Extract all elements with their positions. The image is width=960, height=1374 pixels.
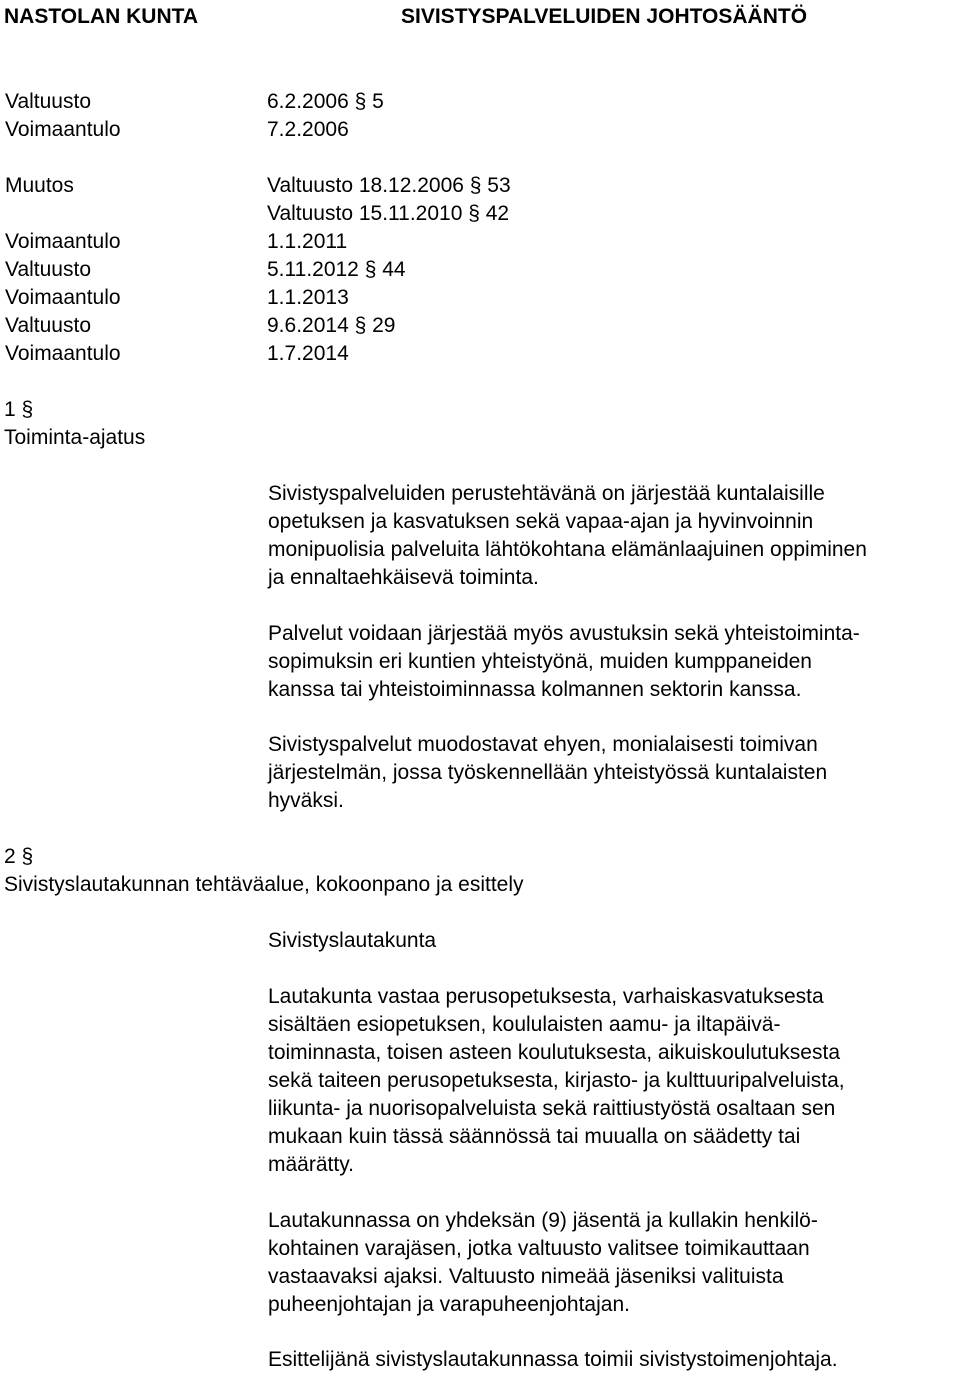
history-label: Voimaantulo bbox=[5, 342, 121, 365]
text-line: Sivistyspalvelut muodostavat ehyen, monialaisesti toimivan bbox=[268, 733, 818, 756]
text-line: Sivistyspalveluiden perustehtävänä on järjestää kuntalaisille bbox=[268, 482, 825, 505]
history-label: Voimaantulo bbox=[5, 230, 121, 253]
history-value: 7.2.2006 bbox=[267, 118, 349, 141]
text-line: opetuksen ja kasvatuksen sekä vapaa-ajan ja hyvinvoinnin bbox=[268, 510, 814, 533]
text-line: Lautakunta vastaa perusopetuksesta, varhaiskasvatuksesta bbox=[268, 985, 824, 1008]
section-2-heading bbox=[4, 843, 524, 899]
text-line: Esittelijänä sivistyslautakunnassa toimii sivistystoimenjohtaja. bbox=[268, 1348, 838, 1371]
text-line: puheenjohtajan ja varapuheenjohtajan. bbox=[268, 1293, 630, 1316]
text-line: hyväksi. bbox=[268, 789, 344, 812]
text-line: Sivistyslautakunta bbox=[268, 929, 437, 952]
paragraph bbox=[268, 983, 958, 1179]
paragraph bbox=[268, 1207, 958, 1319]
history-label: Valtuusto bbox=[5, 314, 91, 337]
paragraph bbox=[268, 1346, 958, 1374]
section-title: Toiminta-ajatus bbox=[4, 426, 146, 449]
section-number: 2 § bbox=[4, 845, 34, 868]
text-line: liikunta- ja nuorisopalveluista sekä raittiustyöstä osaltaan sen bbox=[268, 1097, 836, 1120]
document-title: SIVISTYSPALVELUIDEN JOHTOSÄÄNTÖ bbox=[401, 5, 808, 28]
text-line: sopimuksin eri kuntien yhteistyönä, muiden kumppaneiden bbox=[268, 650, 812, 673]
history-value: Valtuusto 15.11.2010 § 42 bbox=[267, 202, 510, 225]
text-line: mukaan kuin tässä säännössä tai muualla on säädetty tai bbox=[268, 1125, 801, 1148]
text-line: Palvelut voidaan järjestää myös avustuksin sekä yhteistoiminta- bbox=[268, 622, 860, 645]
text-line: kanssa tai yhteistoiminnassa kolmannen sektorin kanssa. bbox=[268, 678, 802, 701]
history-value: 1.1.2011 bbox=[267, 230, 348, 253]
subheading bbox=[268, 927, 958, 955]
section-1-heading bbox=[4, 396, 145, 452]
paragraph bbox=[268, 620, 958, 704]
history-label: Valtuusto bbox=[5, 90, 91, 113]
text-line: kohtainen varajäsen, jotka valtuusto valitsee toimikauttaan bbox=[268, 1237, 810, 1260]
section-title: Sivistyslautakunnan tehtäväalue, kokoonpano ja esittely bbox=[4, 873, 524, 896]
text-line: monipuolisia palveluita lähtökohtana elämänlaajuinen oppiminen bbox=[268, 538, 867, 561]
text-line: vastaavaksi ajaksi. Valtuusto nimeää jäseniksi valituista bbox=[268, 1265, 784, 1288]
history-label: Voimaantulo bbox=[5, 118, 121, 141]
text-line: järjestelmän, jossa työskennellään yhteistyössä kuntalaisten bbox=[268, 761, 828, 784]
municipality-name: NASTOLAN KUNTA bbox=[4, 5, 199, 28]
text-line: ja ennaltaehkäisevä toiminta. bbox=[268, 566, 539, 589]
history-value: 5.11.2012 § 44 bbox=[267, 258, 406, 281]
text-line: määrätty. bbox=[268, 1153, 354, 1176]
history-value: 6.2.2006 § 5 bbox=[267, 90, 384, 113]
section-number: 1 § bbox=[4, 398, 34, 421]
history-label: Voimaantulo bbox=[5, 286, 121, 309]
history-value: Valtuusto 18.12.2006 § 53 bbox=[267, 174, 511, 197]
paragraph bbox=[268, 480, 958, 592]
history-value: 9.6.2014 § 29 bbox=[267, 314, 396, 337]
history-value: 1.1.2013 bbox=[267, 286, 349, 309]
text-line: sisältäen esiopetuksen, koululaisten aamu- ja iltapäivä- bbox=[268, 1013, 781, 1036]
history-label: Muutos bbox=[5, 174, 74, 197]
text-line: toiminnasta, toisen asteen koulutuksesta, aikuiskoulutuksesta bbox=[268, 1041, 840, 1064]
history-label: Valtuusto bbox=[5, 258, 91, 281]
text-line: sekä taiteen perusopetuksesta, kirjasto- ja kulttuuripalveluista, bbox=[268, 1069, 845, 1092]
history-value: 1.7.2014 bbox=[267, 342, 349, 365]
paragraph bbox=[268, 731, 958, 815]
text-line: Lautakunnassa on yhdeksän (9) jäsentä ja kullakin henkilö- bbox=[268, 1209, 818, 1232]
